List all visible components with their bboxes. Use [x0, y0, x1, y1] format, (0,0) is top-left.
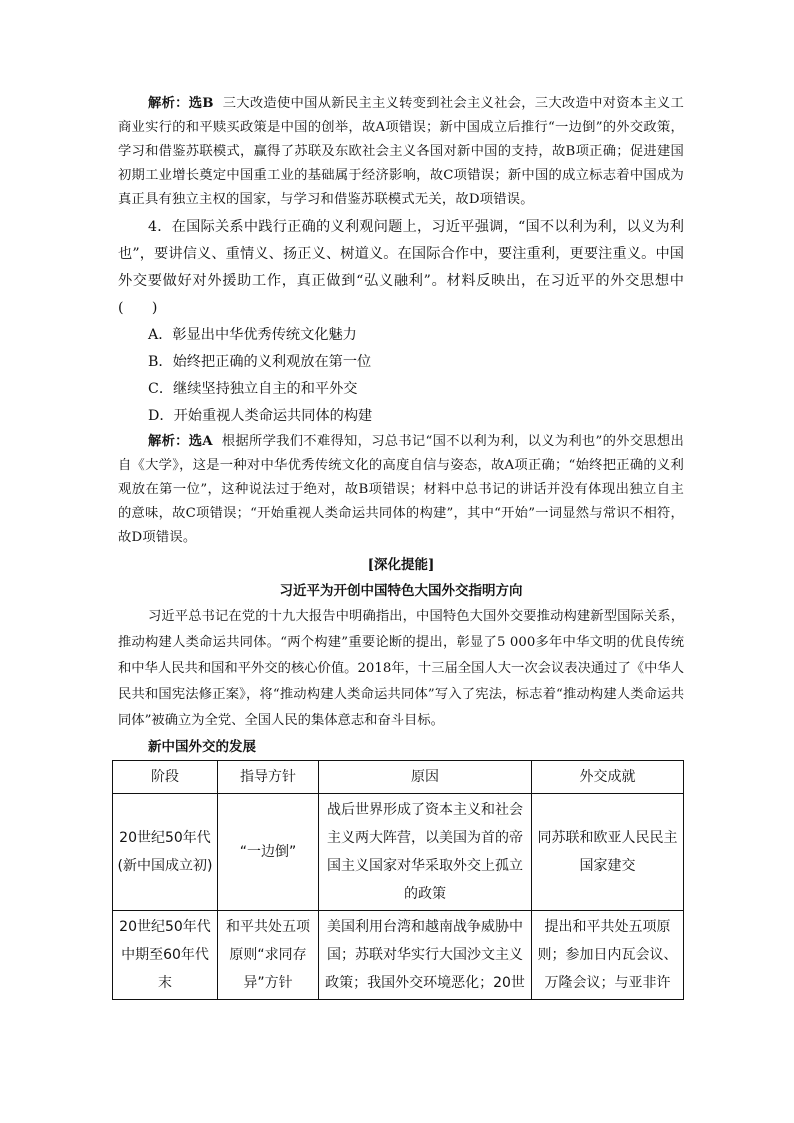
cell-stage: 20世纪50年代(新中国成立初) [113, 794, 218, 911]
table-title: 新中国外交的发展 [148, 739, 256, 755]
table-row [113, 911, 684, 1000]
explanation-text: 三大改造使中国从新民主主义转变到社会主义社会，三大改造中对资本主义工商业实行的和平赎买政策是中国的创举，故A项错误；新中国成立后推行“一边倒”的外交政策，学习和借鉴苏联模式，赢得了苏联及东欧社会主义各国对新中国的支持，故B项正确；促进建国初期工业增长奠定中国重工业的基础属于经济影响，故C项错误；新中国的成立标志着中国成为真正具有独立主权的国家，与学习和借鉴苏联模式无关，故D项错误。 [118, 96, 684, 207]
cell-policy: 和平共处五项原则“求同存异”方针 [218, 911, 319, 1000]
option-a: A．彰显出中华优秀传统文化魅力 [148, 327, 357, 343]
question-4-stem: 4．在国际关系中践行正确的义利观问题上，习近平强调，“国不以利为利，以义为利也”，要讲信义、重情义、扬正义、树道义。在国际合作中，要注重利，更要注重义。中国外交要做好对外援助工作，真正做到“弘义融利”。材料反映出，在习近平的外交思想中( ) [118, 219, 684, 316]
prev-explanation [118, 92, 684, 212]
deepen-intro: 习近平总书记在党的十九大报告中明确指出，中国特色大国外交要推动构建新型国际关系，推动构建人类命运共同体。“两个构建”重要论断的提出，彰显了5 000多年中华文明的优良传统和中华人民共和国和平外交的核心价值。2018年，十三届全国人大一次会议表决通过了《中华人民共和国宪法修正案》，将“推动构建人类命运共同体”写入了宪法，标志着“推动构建人类命运共同体”被确立为全党、全国人民的集体意志和奋斗目标。 [118, 609, 684, 728]
table-header-row [113, 761, 684, 794]
cell-achievement: 同苏联和欧亚人民民主国家建交 [532, 794, 684, 911]
deepen-title: 习近平为开创中国特色大国外交指明方向 [279, 583, 523, 599]
header-stage: 阶段 [113, 761, 218, 794]
explanation-lead: 解析：选B [148, 96, 214, 111]
cell-achievement: 提出和平共处五项原则；参加日内瓦会议、万隆会议；与亚非许 [532, 911, 684, 1000]
diplomacy-table [112, 760, 684, 1000]
cell-stage: 20世纪50年代中期至60年代末 [113, 911, 218, 1000]
explanation-lead: 解析：选A [148, 434, 213, 449]
page-content [118, 92, 684, 1000]
table-row [113, 794, 684, 911]
option-c: C．继续坚持独立自主的和平外交 [148, 381, 358, 397]
deepen-tag: [深化提能] [367, 557, 435, 573]
cell-reason: 战后世界形成了资本主义和社会主义两大阵营，以美国为首的帝国主义国家对华采取外交上孤立的政策 [319, 794, 532, 911]
question-4-explanation [118, 430, 684, 550]
header-reason: 原因 [319, 761, 532, 794]
cell-policy: “一边倒” [218, 794, 319, 911]
header-policy: 指导方针 [218, 761, 319, 794]
option-b: B．始终把正确的义利观放在第一位 [148, 354, 372, 370]
cell-reason: 美国利用台湾和越南战争威胁中国；苏联对华实行大国沙文主义政策；我国外交环境恶化；20世 [319, 911, 532, 1000]
option-d: D．开始重视人类命运共同体的构建 [148, 408, 373, 424]
explanation-text: 根据所学我们不难得知，习总书记“国不以利为利，以义为利也”的外交思想出自《大学》，这是一种对中华优秀传统文化的高度自信与姿态，故A项正确；“始终把正确的义利观放在第一位”，这种说法过于绝对，故B项错误；材料中总书记的讲话并没有体现出独立自主的意味，故C项错误；“开始重视人类命运共同体的构建”，其中“开始”一词显然与常识不相符，故D项错误。 [118, 434, 684, 545]
header-achievement: 外交成就 [532, 761, 684, 794]
